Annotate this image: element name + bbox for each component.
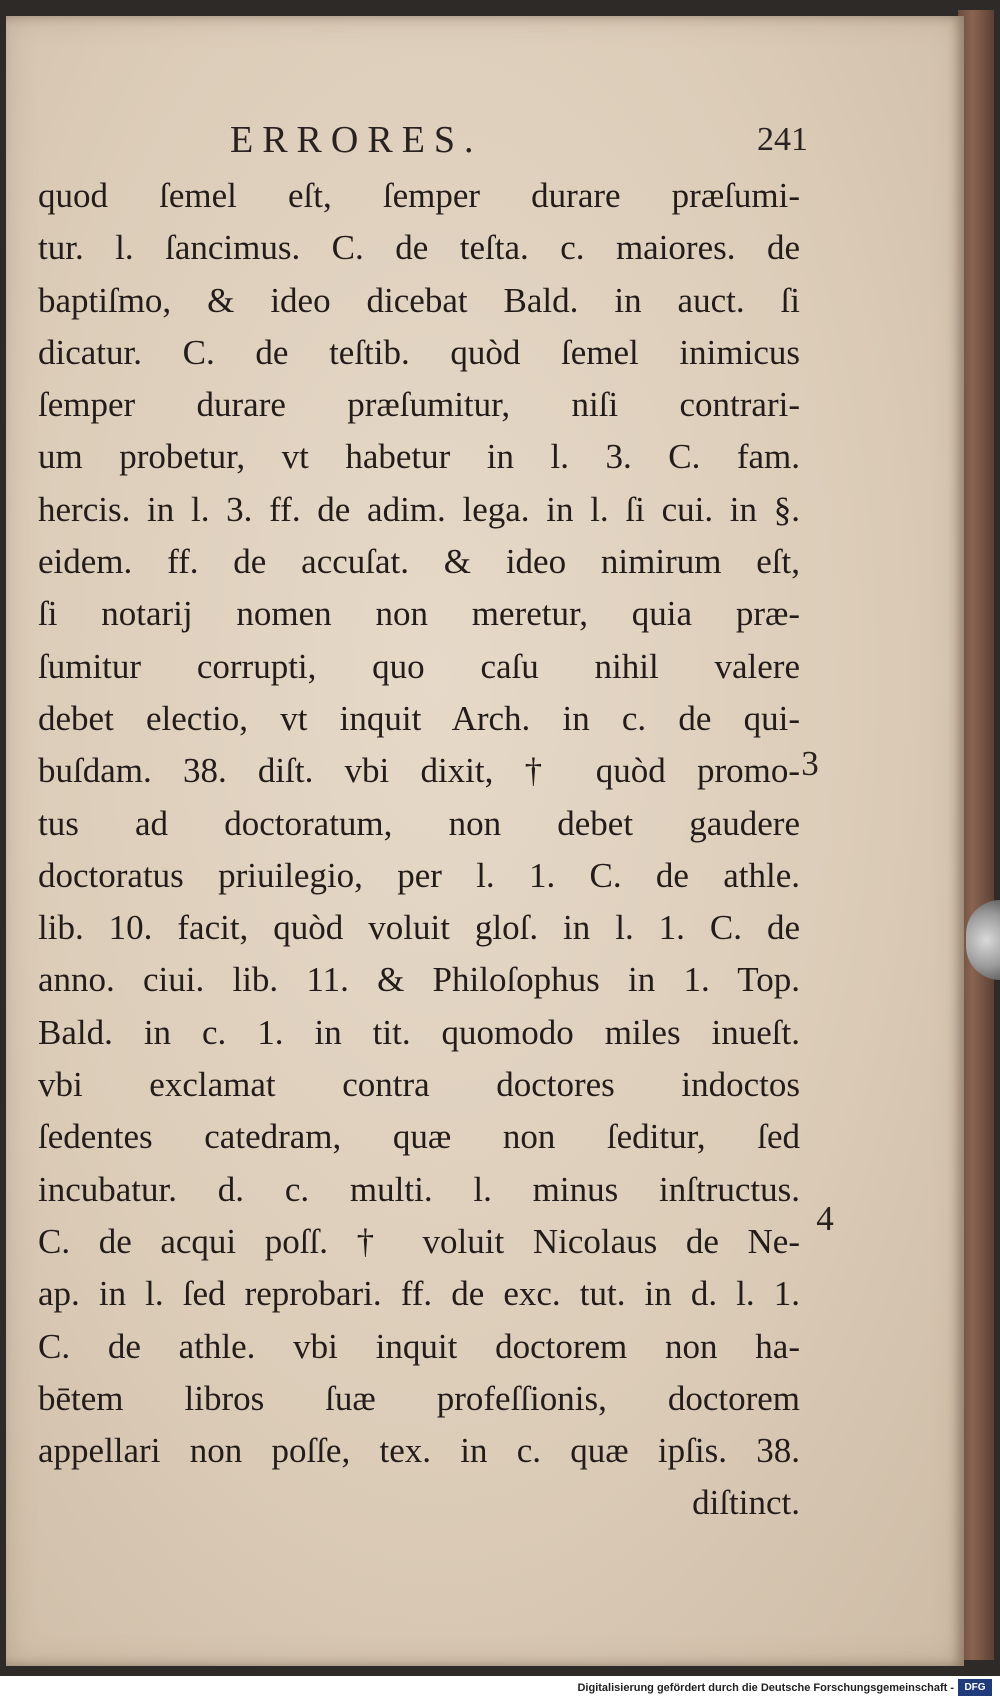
text-line: appellari non poſſe, tex. in c. quæ ipſis. 38. — [38, 1431, 800, 1471]
text-line: eidem. ff. de accuſat. & ideo nimirum eſt, — [38, 542, 800, 582]
funding-credit: Digitalisierung gefördert durch die Deutsche Forschungsgemeinschaft - — [577, 1682, 954, 1694]
text-line: C. de acqui poſſ. † voluit Nicolaus de Ne- — [38, 1221, 800, 1261]
text-line: ſedentes catedram, quæ non ſeditur, ſed — [38, 1117, 800, 1157]
running-head: ERRORES. — [230, 119, 483, 161]
text-line: debet electio, vt inquit Arch. in c. de qui- — [38, 698, 800, 738]
text-line: C. de athle. vbi inquit doctorem non ha- — [38, 1326, 800, 1366]
text-line: anno. ciui. lib. 11. & Philoſophus in 1. Top. — [38, 960, 800, 1000]
text-line: bētem libros ſuæ profeſſionis, doctorem — [38, 1378, 800, 1418]
text-line: hercis. in l. 3. ff. de adim. lega. in l. ſi cui. in §. — [38, 489, 800, 529]
marginal-note-4: 4 — [816, 1199, 834, 1238]
text-line: dicatur. C. de teſtib. quòd ſemel inimicus — [38, 332, 800, 372]
text-line: ap. in l. ſed reprobari. ff. de exc. tut. in d. l. 1. — [38, 1274, 800, 1314]
text-line: tus ad doctoratum, non debet gaudere — [38, 803, 800, 843]
page-number: 241 — [757, 121, 808, 158]
text-line: tur. l. ſancimus. C. de teſta. c. maiores. de — [38, 228, 800, 268]
text-line: doctoratus priuilegio, per l. 1. C. de athle. — [38, 855, 800, 895]
marginal-note-3: 3 — [801, 744, 819, 783]
text-line: ſi notarij nomen non meretur, quia præ- — [38, 594, 800, 634]
text-line: lib. 10. facit, quòd voluit gloſ. in l. 1. C. de — [38, 908, 800, 948]
text-line: ſemper durare præſumitur, niſi contrari- — [38, 385, 800, 425]
dfg-logo: DFG — [958, 1679, 992, 1696]
text-line: vbi exclamat contra doctores indoctos — [38, 1065, 800, 1105]
text-line-final: diſtinct. — [692, 1483, 800, 1523]
text-line: um probetur, vt habetur in l. 3. C. fam. — [38, 437, 800, 477]
text-line: quod ſemel eſt, ſemper durare præſumi- — [38, 176, 800, 215]
text-line: buſdam. 38. diſt. vbi dixit, † quòd promo- — [38, 751, 800, 791]
text-line: ſumitur corrupti, quo caſu nihil valere — [38, 646, 800, 686]
text-line: baptiſmo, & ideo dicebat Bald. in auct. ſi — [38, 280, 800, 320]
footer-bar — [0, 1676, 1000, 1700]
text-block — [38, 170, 800, 1530]
text-line: Bald. in c. 1. in tit. quomodo miles inueſt. — [38, 1012, 800, 1052]
text-line: incubatur. d. c. multi. l. minus inſtructus. — [38, 1169, 800, 1209]
